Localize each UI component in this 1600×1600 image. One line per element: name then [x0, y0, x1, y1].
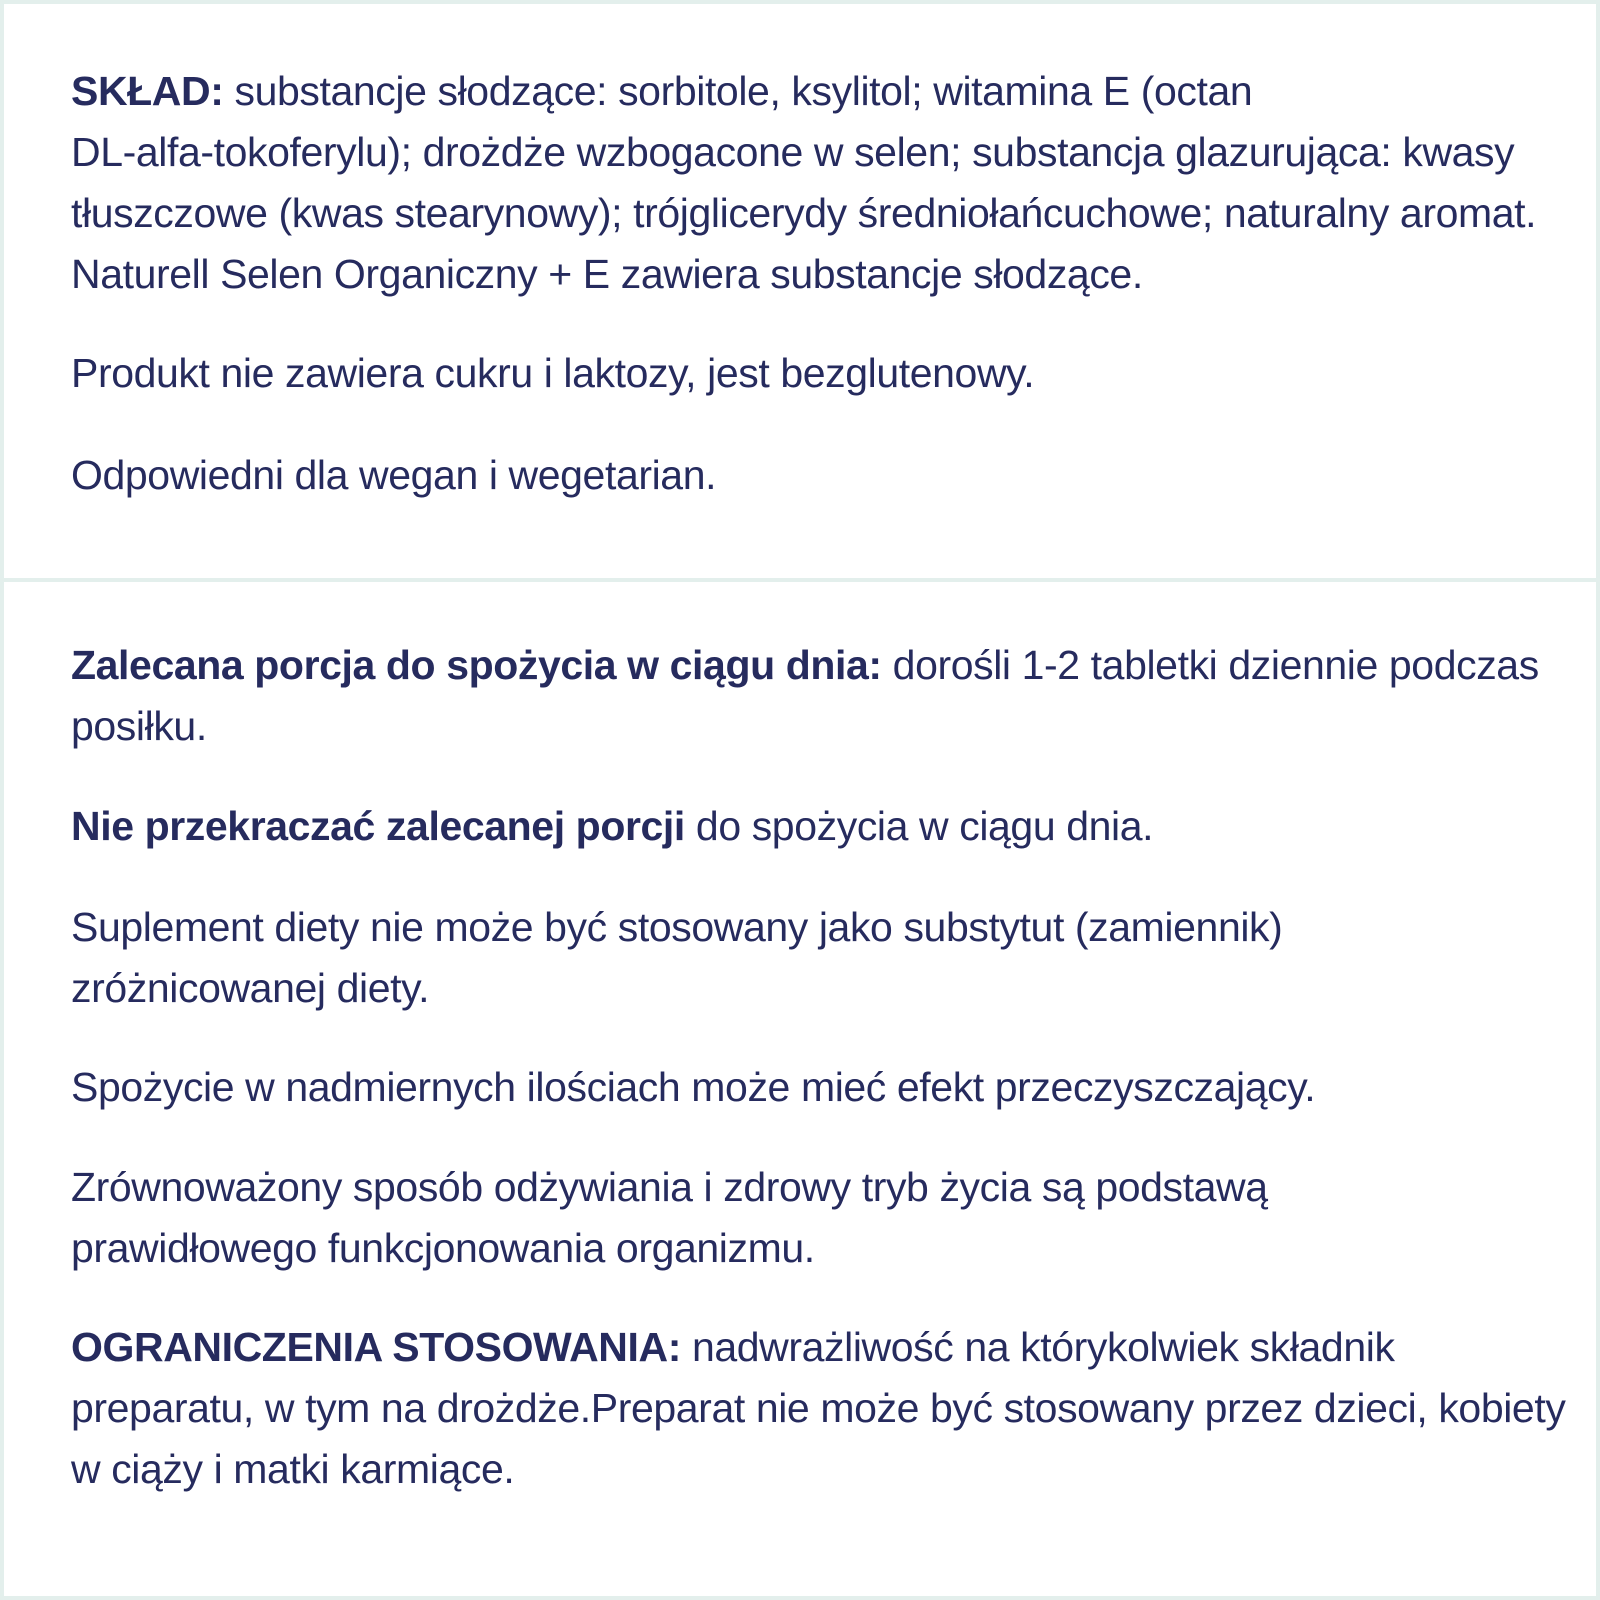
- restrictions-line-1: [71, 1317, 1561, 1378]
- restrictions-line-2: preparatu, w tym na drożdże.Preparat nie może być stosowany przez dzieci, kobiety: [71, 1385, 1566, 1431]
- restrictions-line-3: w ciąży i matki karmiące.: [71, 1446, 515, 1492]
- dose-heading: Zalecana porcja do spożycia w ciągu dnia:: [71, 642, 882, 688]
- restrictions-text-1: nadwrażliwość na którykolwiek składnik: [680, 1324, 1395, 1370]
- warning-rest: do spożycia w ciągu dnia.: [684, 803, 1154, 849]
- lifestyle-line-1: Zrównoważony sposób odżywiania i zdrowy tryb życia są podstawą: [71, 1164, 1268, 1210]
- ingredients-panel: [0, 0, 1600, 582]
- warning-paragraph: [71, 796, 1561, 857]
- supplement-paragraph: [71, 897, 1561, 1019]
- supplement-line-1: Suplement diety nie może być stosowany jako substytut (zamiennik): [71, 904, 1283, 950]
- ingredients-line-4: Naturell Selen Organiczny + E zawiera substancje słodzące.: [71, 251, 1143, 297]
- dose-text: dorośli 1-2 tabletki dziennie podczas: [881, 642, 1539, 688]
- no-sugar-statement: Produkt nie zawiera cukru i laktozy, jest bezglutenowy.: [71, 350, 1035, 396]
- warning-bold: Nie przekraczać zalecanej porcji: [71, 803, 685, 849]
- dose-line-2: posiłku.: [71, 703, 207, 749]
- dose-paragraph: [71, 635, 1561, 757]
- ingredients-line-2: DL-alfa-tokoferylu); drożdże wzbogacone w selen; substancja glazurująca: kwasy: [71, 129, 1515, 175]
- supplement-line-2: zróżnicowanej diety.: [71, 965, 430, 1011]
- ingredients-line-1: [71, 61, 1561, 122]
- laxative-paragraph: Spożycie w nadmiernych ilościach może mieć efekt przeczyszczający.: [71, 1064, 1316, 1110]
- ingredients-text-1: substancje słodzące: sorbitole, ksylitol; witamina E (octan: [223, 68, 1253, 114]
- restrictions-paragraph: [71, 1317, 1566, 1500]
- lifestyle-paragraph: [71, 1157, 1561, 1279]
- lifestyle-line-2: prawidłowego funkcjonowania organizmu.: [71, 1225, 815, 1271]
- dose-line-1: [71, 635, 1561, 696]
- ingredients-heading: SKŁAD:: [71, 68, 224, 114]
- ingredients-paragraph: [71, 61, 1561, 305]
- warning-line: [71, 796, 1561, 857]
- usage-panel: [0, 578, 1600, 1600]
- restrictions-heading: OGRANICZENIA STOSOWANIA:: [71, 1324, 681, 1370]
- vegan-statement: Odpowiedni dla wegan i wegetarian.: [71, 452, 717, 498]
- ingredients-line-3: tłuszczowe (kwas stearynowy); trójglicerydy średniołańcuchowe; naturalny aromat.: [71, 190, 1537, 236]
